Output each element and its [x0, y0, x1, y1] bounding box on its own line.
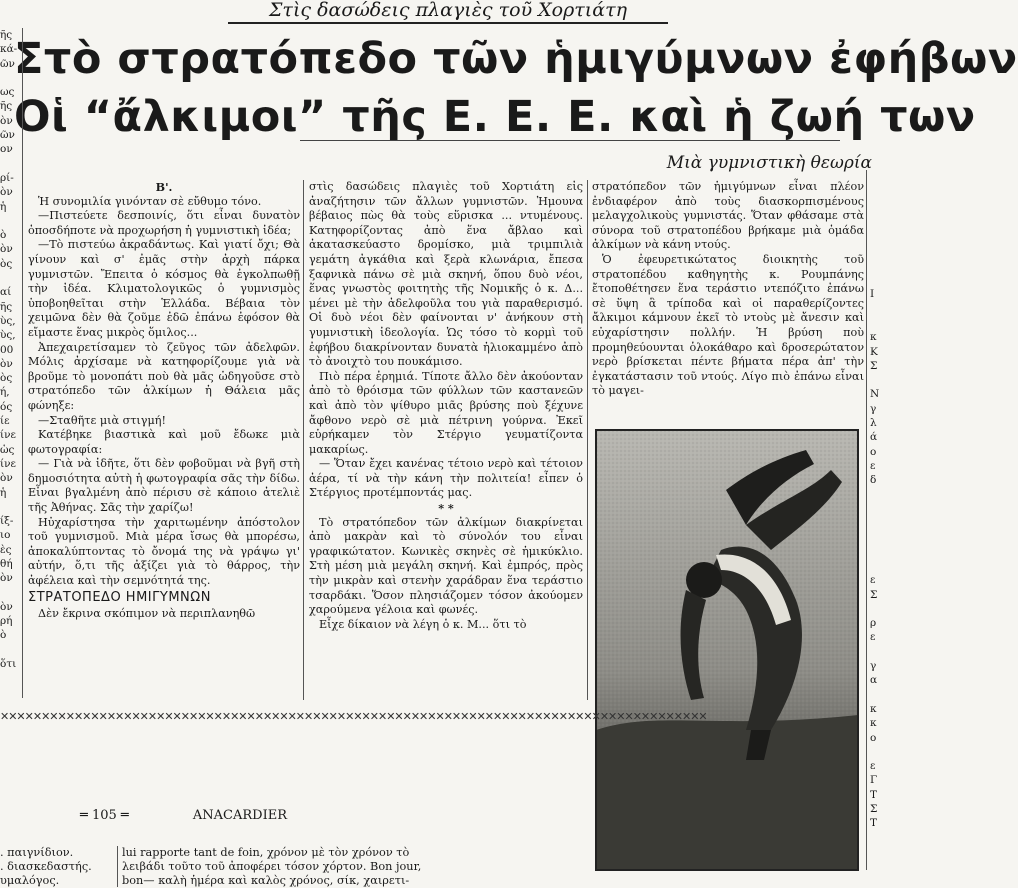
edge-line — [870, 645, 887, 659]
edge-line: ὸς — [0, 257, 13, 270]
edge-line — [870, 30, 887, 44]
article-column-3 — [592, 180, 864, 420]
paragraph: Δὲν ἔκρινα σκόπιμον νὰ περιπλανηθῶ — [38, 607, 256, 621]
paragraph: — Γιὰ νὰ ἰδῆτε, ὅτι δὲν φοβοῦμαι νὰ βγῆ στὴ δημοσιότητα αὐτὴ ἡ φωτογραφία σᾶς τὴν δίδω. Εἶναι βγαλμένη ἀπὸ πέρισυ σὲ κάποιο ἀτελιὲ τῆς Ἀθήνας. Σᾶς τὴν χαρίζω! — [28, 457, 300, 515]
edge-line: ο — [870, 731, 877, 744]
edge-line — [870, 259, 887, 273]
left-edge-column — [0, 28, 20, 698]
edge-line — [870, 144, 887, 158]
right-edge-column — [870, 30, 887, 860]
edge-line: κ — [870, 331, 877, 344]
edge-line: ῶν — [0, 57, 15, 70]
lower-line: bon— καλὴ ἡμέρα καὶ καλὸς χρόνος, σίκ, χαιρετι- — [122, 874, 410, 887]
edge-line: ρ — [870, 617, 877, 630]
edge-line — [870, 688, 887, 702]
column-rule — [303, 180, 304, 700]
ornamental-divider: ✕✕✕✕✕✕✕✕✕✕✕✕✕✕✕✕✕✕✕✕✕✕✕✕✕✕✕✕✕✕✕✕✕✕✕✕✕✕✕✕✕✕✕✕✕✕✕✕✕✕✕✕✕✕✕✕✕✕✕✕✕✕✕✕✕✕✕✕✕✕✕✕✕✕✕✕✕✕✕✕✕✕✕✕✕✕ — [0, 710, 707, 723]
edge-line — [0, 214, 20, 228]
edge-line — [870, 488, 887, 502]
section-stars: * * — [438, 501, 454, 516]
edge-line: ε — [870, 574, 876, 587]
edge-line: ίνε — [0, 457, 16, 470]
edge-line — [870, 173, 887, 187]
edge-line: ός — [0, 400, 13, 413]
edge-line: Κ — [870, 345, 878, 358]
paragraph: Ἡ συνομιλία γινόνταν σὲ εὔθυμο τόνο. — [38, 194, 262, 208]
edge-line — [870, 230, 887, 244]
edge-line: ὸν — [0, 186, 13, 199]
edge-line: ὸ — [0, 229, 7, 242]
edge-line: ὸς — [0, 372, 13, 385]
edge-line: λ — [870, 417, 877, 430]
edge-line: Γ — [870, 774, 878, 787]
paragraph: —Τὸ πιστεύω ἀκραδάντως. Καὶ γιατί ὄχι; Θὰ γίνουν καὶ σ' ἐμᾶς στὴν ἀρχὴ πάρκα γυμνιστῶν. Ἔπειτα ὁ κόσμος θὰ ἐγκολπωθῇ τὴν ἰδέα. Κλιματολογικῶς ὁ γυμνισμὸς ὑποβοηθεῖται στὴν Ἑλλάδα. Βέβαια τὸν χειμῶνα δὲν θὰ ζοῦμε ἐδῶ ἐπάνω ἐφόσον θὰ εἴμαστε ἕνας μικρὸς ὅμιλος... — [28, 238, 300, 339]
edge-line: ε — [870, 631, 876, 644]
edge-line: ὸν — [0, 357, 13, 370]
article-column-2 — [309, 180, 583, 700]
page-number: ═ 105 ═ — [80, 808, 129, 823]
edge-line: αί — [0, 286, 12, 299]
edge-line: γ — [870, 660, 877, 673]
edge-line: ἡ — [0, 486, 7, 499]
edge-line: ὸν — [0, 243, 13, 256]
edge-line: ίξ- — [0, 515, 14, 528]
paragraph: —Σταθῆτε μιὰ στιγμή! — [38, 413, 166, 427]
edge-line: Τ — [870, 788, 878, 801]
edge-line: ῆς — [0, 300, 13, 313]
edge-line: ὸν — [0, 472, 13, 485]
lower-line: lui rapporte tant de foin, χρόνον μὲ τὸν χρόνον τὸ — [122, 846, 410, 859]
edge-line — [870, 244, 887, 258]
edge-line — [870, 273, 887, 287]
lower-line: υμαλόγος. — [0, 874, 60, 887]
edge-line: κ — [870, 717, 877, 730]
edge-line — [870, 502, 887, 516]
paragraph: — Ὅταν ἔχει κανένας τέτοιο νερὸ καὶ τέτοιον ἀέρα, τί νὰ τὴν κάνη τὴν πολιτεία! εἶπεν ὁ Στέργιος προτέμποντάς μας. — [309, 457, 583, 500]
paragraph: Ἀπεχαιρετίσαμεν τὸ ζεῦγος τῶν ἀδελφῶν. Μόλις ἀρχίσαμε νὰ κατηφορίζουμε γιὰ νὰ βροῦμε τὸ μονοπάτι ποὺ θὰ μᾶς ὡδηγοῦσε στὸ στρατόπεδο τῶν ἀλκίμων ἡ Θάλεια μᾶς φώνηξε: — [28, 340, 300, 412]
edge-line: Ν — [870, 388, 880, 401]
edge-line: 00 — [0, 343, 14, 356]
paragraph: Κατέβηκε βιαστικὰ καὶ μοῦ ἔδωκε μιὰ φωτογραφία: — [28, 428, 300, 456]
edge-line — [870, 130, 887, 144]
headline-line-2: Οἱ “ἄλκιμοι” τῆς Ε. Ε. Ε. καὶ ἡ ζωή των — [14, 92, 976, 142]
edge-line: ὸν — [0, 600, 13, 613]
edge-line: κά- — [0, 43, 18, 56]
edge-line: ὺς, — [0, 314, 16, 327]
headline-rule — [300, 140, 840, 141]
edge-line — [870, 545, 887, 559]
edge-line — [0, 271, 20, 285]
edge-line — [0, 500, 20, 514]
paragraph: Ηὐχαρίστησα τὴν χαριτωμένην ἀπόστολον τοῦ γυμνισμοῦ. Μιὰ μέρα ἴσως θὰ μπορέσω, ἀποκαλύπτοντας τὸ ὄνομά της νὰ γράψω γι' αὐτήν, ὅ,τι τῆς ἀξίζει γιὰ τὸ θάρρος, τὴν ἀφέλεια καὶ τὴν σεμνότητά της. — [28, 515, 300, 588]
edge-line: ὅτι — [0, 658, 17, 671]
edge-line: γ — [870, 402, 877, 415]
lower-line: λειβάδι τοῦτο τοῦ ἀποφέρει τόσον χόρτον. Bon jour, — [122, 860, 422, 873]
edge-line — [870, 516, 887, 530]
edge-line — [870, 316, 887, 330]
edge-line: ως — [0, 86, 15, 99]
running-head: ANACARDIER — [192, 808, 287, 823]
edge-line: ὸν — [0, 114, 13, 127]
edge-line: κ — [870, 702, 877, 715]
paragraph: Πιὸ πέρα ἐρημιά. Τίποτε ἄλλο δὲν ἀκούονταν ἀπὸ τὸ θρόισμα τῶν φύλλων τῶν καστανεῶν καὶ ἀπὸ τὸν ψίθυρο μιᾶς βρύσης ποὺ ξέχυνε ἄφθονο νερὸ σὲ μιὰ πέτρινη γούρνα. Ἐκεῖ εὑρήκαμεν τὸν Στέργιο γευματίζοντα μακαρίως. — [309, 369, 583, 456]
edge-line — [0, 586, 20, 600]
edge-line: Σ — [870, 588, 878, 601]
edge-line — [0, 643, 20, 657]
edge-line — [870, 216, 887, 230]
column-rule — [587, 180, 588, 700]
edge-line: ε — [870, 459, 876, 472]
subhead: Μιὰ γυμνιστικὴ θεωρία — [666, 153, 872, 173]
lower-column-rule — [117, 846, 118, 887]
edge-line — [870, 302, 887, 316]
article-column-1 — [28, 180, 300, 700]
edge-line — [870, 44, 887, 58]
edge-line: ὸν — [0, 572, 13, 585]
edge-line: ρί- — [0, 171, 14, 184]
part-heading: Β'. — [155, 180, 173, 194]
edge-line — [870, 602, 887, 616]
edge-line: α — [870, 674, 878, 687]
headline-line-1: Στὸ στρατόπεδο τῶν ἡμιγύμνων ἐφήβων — [14, 34, 1018, 84]
edge-line: ὡς — [0, 443, 15, 456]
edge-line — [870, 202, 887, 216]
gymnast-illustration — [596, 430, 858, 870]
edge-line: I — [870, 288, 875, 301]
paragraph: στρατόπεδον τῶν ἡμιγύμνων εἶναι πλέον ἐνδιαφέρον ἀπὸ τοὺς διασκορπισμένους μελαγχολικοὺς γυμνιστάς. Ὅταν φθάσαμε στὰ σύνορα τοῦ στρατοπέδου βρήκαμε μιὰ ὁμάδα ἀλκίμων νὰ κάνη ντούς. — [592, 180, 864, 252]
lower-right-column — [122, 846, 502, 887]
left-column-rule — [22, 28, 23, 698]
edge-line: ε — [870, 760, 876, 773]
edge-line: δ — [870, 474, 877, 487]
edge-line — [870, 87, 887, 101]
gymnast-photo — [596, 430, 858, 870]
edge-line: ά — [870, 431, 878, 444]
edge-line — [870, 187, 887, 201]
edge-line — [870, 159, 887, 173]
edge-line: Τ — [870, 817, 878, 830]
edge-line: ο — [870, 445, 877, 458]
edge-line: ὲς — [0, 543, 12, 556]
edge-line: ῆς — [0, 29, 13, 41]
lower-line: . διασκεδαστής. — [0, 860, 92, 873]
edge-line: Σ — [870, 359, 878, 372]
edge-line — [870, 373, 887, 387]
edge-line — [870, 116, 887, 130]
edge-line — [870, 101, 887, 115]
paragraph: Τὸ στρατόπεδον τῶν ἀλκίμων διακρίνεται ἀπὸ μακρὰν καὶ τὸ σύνολόν του εἶναι γραφικώτατον. Κωνικὲς σκηνὲς σὲ ἡμικύκλιο. Στὴ μέση μιὰ μεγάλη σκηνή. Καὶ ἐμπρός, πρὸς τὴν μικρὰν καὶ στενὴν χαράδραν ἕνα τεράστιο τσαρδάκι. Ὅσον πλησιάζομεν τόσον ἀκούομεν χαρούμενα γέλοια καὶ φωνές. — [309, 515, 583, 617]
paragraph: Εἶχε δίκαιον νὰ λέγη ὁ κ. Μ... ὅτι τὸ — [319, 617, 527, 631]
edge-line — [870, 59, 887, 73]
edge-line: θή — [0, 557, 13, 570]
edge-line — [870, 530, 887, 544]
right-column-rule — [866, 170, 867, 870]
edge-line: ον — [0, 143, 13, 156]
edge-line: ῆς — [0, 100, 13, 113]
edge-line — [0, 157, 20, 171]
paragraph: Ὁ ἐφευρετικώτατος διοικητὴς τοῦ στρατοπέδου καθηγητὴς κ. Ρουμπάνης ἔτοποθέτησεν ἕνα τεράστιο ντεπόζιτο ἐπάνω σὲ ὕψη ἃ τρίποδα καὶ οἱ παραθερίζοντες ἄλκιμοι κάμνουν ἐκεῖ τὸ ντοὺς μὲ ἄνεσιν καὶ εὐχαρίστησιν πολλήν. Ἡ βρύση ποὺ προμηθεύουνται ὁλοκάθαρο καὶ δροσερώτατον νερὸ βρίσκεται πέντε βήματα πέρα ἀπ' τὴν ἐγκατάστασιν τοῦ ντούς. Λίγο πιὸ ἐπάνω εἶναι τὸ μαγει- — [592, 252, 864, 398]
edge-line: ἡ — [0, 200, 7, 213]
edge-line — [870, 559, 887, 573]
edge-line: ὺς, — [0, 329, 16, 342]
paragraph: —Πιστεύετε δεσποινίς, ὅτι εἶναι δυνατὸν ὁποσδήποτε νὰ προχωρήση ἡ γυμνιστικὴ ἰδέα; — [28, 209, 300, 237]
lower-page-header — [80, 806, 440, 826]
paragraph: στὶς δασώδεις πλαγιὲς τοῦ Χορτιάτη εἰς ἀναζήτησιν τῶν ἄλλων γυμνιστῶν. Ἡμουνα βέβαιος πὼς θὰ τοὺς εὕρισκα ... ντυμένους. Κατηφορίζοντας ἀπὸ ἕνα ἄβλαο καὶ ἀκατασκεύαστο δρομίσκο, μιὰ τριμπιλιὰ γεμάτη ἀγκάθια καὶ ξερὰ κλωνάρια, ἔπεσα ξαφνικὰ πάνω σὲ μιὰ σκηνή, ὅπου δυὸ νέοι, ἕνας γνωστὸς φοιτητὴς τῆς Νομικῆς ὁ κ. Δ... μένει μὲ τὴν ἀδελφοῦλα του γιὰ παραθερισμό. Οἱ δυὸ νέοι δὲν φαίνονται ν' ἀνήκουν στὴ γυμνιστικὴ ἰδεολογία. Ὡς τόσο τὸ κορμὶ τοῦ ἐφήβου διακρίνονταν δυνατὰ ἡλιοκαμμένο ἀπὸ τὸ ἀνοιχτὸ του πουκάμισο. — [309, 180, 583, 369]
edge-line: ρή — [0, 615, 13, 628]
edge-line: ίνε — [0, 429, 16, 442]
edge-line: ιο — [0, 529, 11, 542]
lower-line: . παιγνίδιον. — [0, 846, 74, 859]
edge-line: ῶν — [0, 129, 15, 142]
edge-line — [870, 745, 887, 759]
edge-line — [870, 73, 887, 87]
edge-line: Σ — [870, 803, 878, 816]
edge-line: ὸ — [0, 629, 7, 642]
kicker: Στὶς δασώδεις πλαγιὲς τοῦ Χορτιάτη — [228, 0, 668, 24]
edge-line: ή, — [0, 386, 10, 399]
edge-line: ίε — [0, 415, 10, 428]
lower-left-column — [0, 846, 112, 887]
section-heading: ΣΤΡΑΤΟΠΕΔΟ ΗΜΙΓΥΜΝΩΝ — [28, 589, 211, 605]
edge-line — [0, 71, 20, 85]
